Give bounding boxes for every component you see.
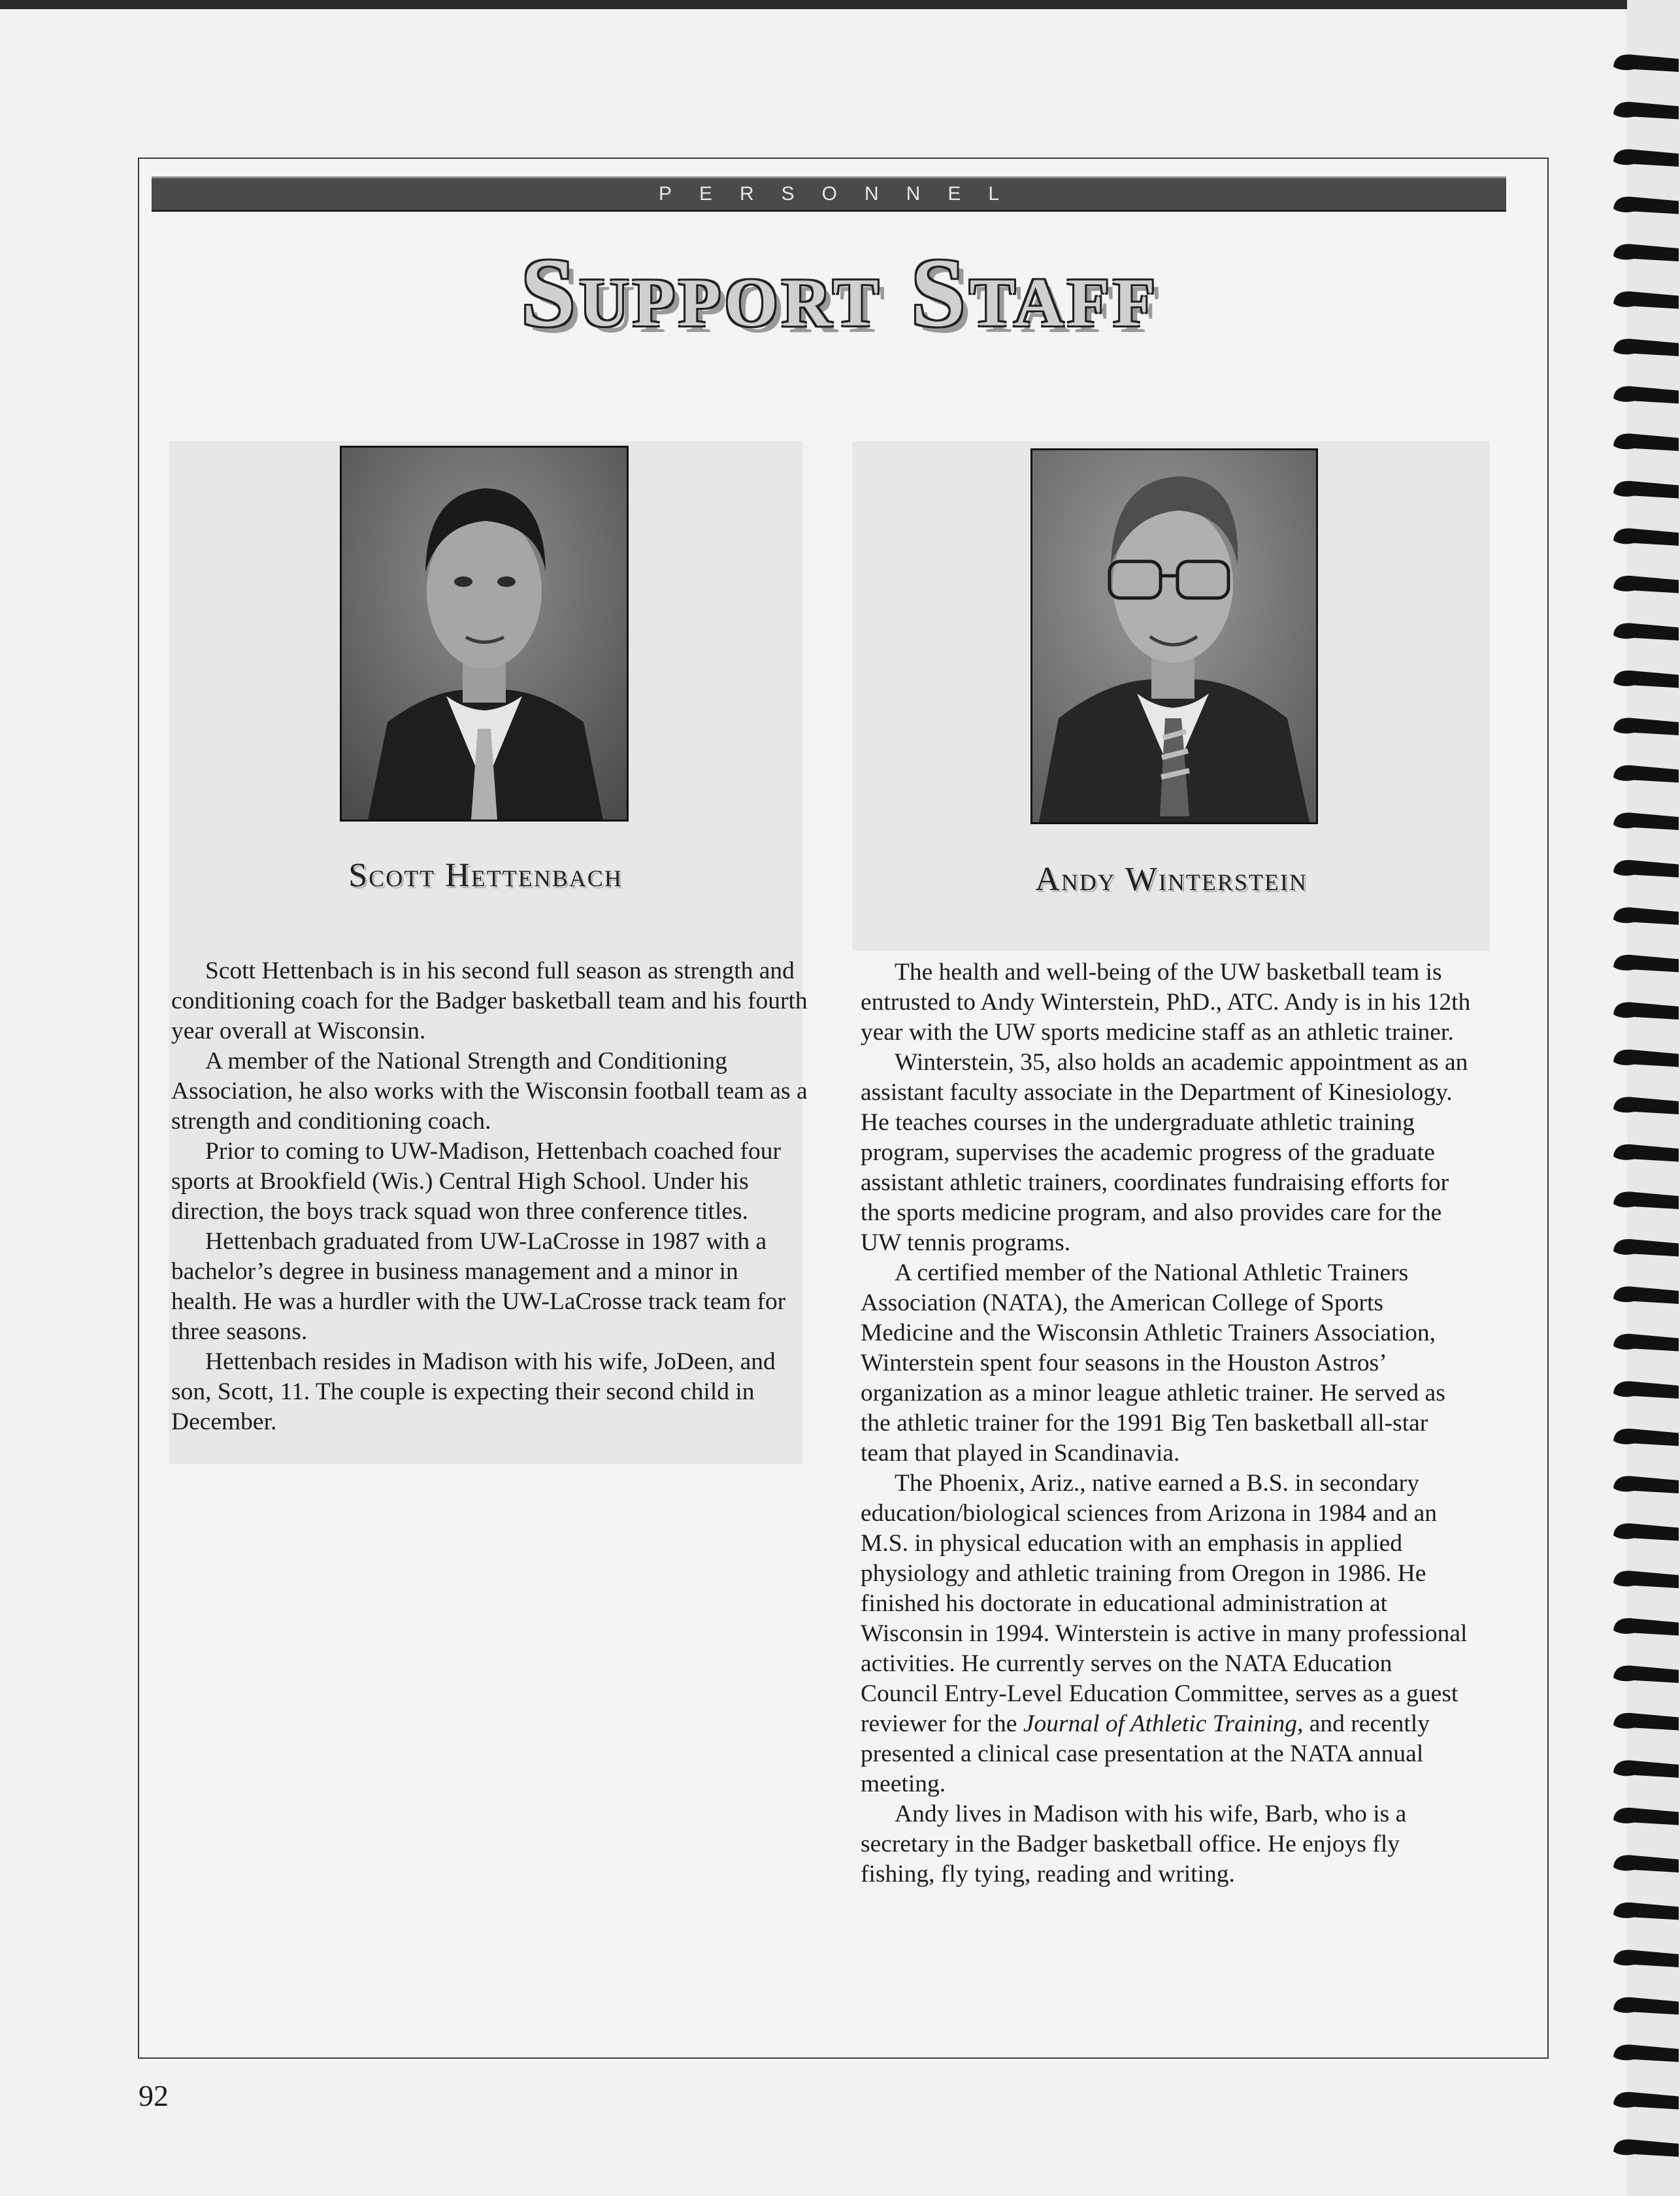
bio-paragraph: Hettenbach graduated from UW-LaCrosse in 1987 with a bachelor’s degree in business management and a minor in health. He was a hurdler with the UW-LaCrosse track team for three seasons. — [171, 1228, 786, 1345]
spiral-binding — [1608, 39, 1680, 2183]
spiral-coil — [1613, 2092, 1679, 2110]
spiral-coil — [1613, 1050, 1679, 1067]
spiral-coil — [1613, 386, 1679, 404]
spiral-coil — [1613, 1665, 1679, 1683]
spiral-coil — [1613, 244, 1679, 261]
bio-paragraph: Scott Hettenbach is in his second full season as strength and conditioning coach for the Badger basketball team and his fourth year overall at Wisconsin. — [171, 957, 808, 1044]
spiral-coil — [1613, 1760, 1679, 1778]
spiral-coil — [1613, 291, 1679, 309]
bio-text: and recently presented a clinical case presentation at the NATA annual meeting. — [861, 1710, 1430, 1797]
bio-paragraph — [861, 1469, 1475, 1799]
scan-top-edge — [0, 0, 1680, 9]
bio-text: The Phoenix, Ariz., native earned a B.S. in secondary education/biological sciences from Arizona in 1984 and an M.S. in physical education with an emphasis in applied physiology and athletic training from Oregon in 1986. He finished his doctorate in educational administration at Wisconsin in 1994. Winterstein is active in many professional activities. He currently serves on the NATA Education Council Entry-Level Education Committee, serves as a guest reviewer for the — [861, 1470, 1468, 1737]
spiral-coil — [1613, 2139, 1679, 2157]
page-number: 92 — [139, 2079, 169, 2112]
bio-paragraph: Hettenbach resides in Madison with his wife, JoDeen, and son, Scott, 11. The couple is expecting their second child in December. — [171, 1348, 776, 1435]
spiral-coil — [1613, 1808, 1679, 1825]
spiral-coil — [1613, 1618, 1679, 1636]
spiral-coil — [1613, 765, 1679, 783]
spiral-coil — [1613, 2044, 1679, 2062]
spiral-coil — [1613, 576, 1679, 593]
spiral-coil — [1613, 1713, 1679, 1731]
journal-title: Journal of Athletic Training, — [1023, 1710, 1304, 1737]
spiral-coil — [1613, 528, 1679, 546]
page-title: Support Staff — [521, 239, 1159, 347]
spiral-coil — [1613, 1571, 1679, 1588]
spiral-coil — [1613, 1950, 1679, 1967]
spiral-coil — [1613, 433, 1679, 451]
bio-andy-winterstein — [861, 957, 1475, 1889]
portrait-image — [1032, 450, 1316, 822]
bio-paragraph: Prior to coming to UW-Madison, Hettenbach coached four sports at Brookfield (Wis.) Central High School. Under his direction, the boys track squad won three conference titles. — [171, 1138, 782, 1225]
spiral-coil — [1613, 718, 1679, 735]
spiral-coil — [1613, 1239, 1679, 1257]
spiral-coil — [1613, 1002, 1679, 1020]
spiral-coil — [1613, 1144, 1679, 1162]
spiral-coil — [1613, 1476, 1679, 1493]
spiral-coil — [1613, 339, 1679, 356]
portrait-scott-hettenbach — [340, 446, 629, 822]
spiral-coil — [1613, 1334, 1679, 1352]
portrait-andy-winterstein — [1030, 448, 1318, 824]
bio-scott-hettenbach — [171, 956, 808, 1437]
spiral-coil — [1613, 1191, 1679, 1209]
section-header-bar — [152, 176, 1506, 212]
bio-paragraph: A certified member of the National Athletic Trainers Association (NATA), the American College of Sports Medicine and the Wisconsin Athletic Trainers Association, Winterstein spent four seasons in the Houston Astros’ organization as a minor league athletic trainer. He served as the athletic trainer for the 1991 Big Ten basketball all-star team that played in Scandinavia. — [861, 1259, 1445, 1467]
spiral-coil — [1613, 1855, 1679, 1872]
bio-paragraph: Andy lives in Madison with his wife, Barb, who is a secretary in the Badger basketball office. He enjoys fly fishing, fly tying, reading and writing. — [861, 1801, 1407, 1888]
bio-paragraph: The health and well-being of the UW basketball team is entrusted to Andy Winterstein, PhD., ATC. Andy is in his 12th year with the UW sports medicine staff as an athletic trainer. — [861, 959, 1471, 1046]
spiral-coil — [1613, 1997, 1679, 2015]
spiral-coil — [1613, 860, 1679, 878]
spiral-coil — [1613, 54, 1679, 72]
name-andy-winterstein: Andy Winterstein — [1035, 861, 1308, 898]
spiral-coil — [1613, 955, 1679, 973]
portrait-image — [342, 448, 627, 820]
bio-paragraph: A member of the National Strength and Conditioning Association, he also works with the Wisconsin football team as a strength and conditioning coach. — [171, 1048, 808, 1135]
spiral-coil — [1613, 481, 1679, 499]
spiral-coil — [1613, 1097, 1679, 1114]
spiral-coil — [1613, 907, 1679, 925]
section-label: PERSONNEL — [658, 183, 1027, 205]
bio-paragraph: Winterstein, 35, also holds an academic appointment as an assistant faculty associate in the Department of Kinesiology. He teaches courses in the undergraduate athletic training program, supervises the academic progress of the graduate assistant athletic trainers, coordinates fundraising efforts for the sports medicine program, and also provides care for the UW tennis programs. — [861, 1049, 1468, 1256]
spiral-coil — [1613, 1381, 1679, 1399]
spiral-coil — [1613, 1429, 1679, 1446]
spiral-coil — [1613, 197, 1679, 214]
spiral-coil — [1613, 1523, 1679, 1541]
spiral-coil — [1613, 623, 1679, 640]
spiral-coil — [1613, 1286, 1679, 1304]
name-scott-hettenbach: Scott Hettenbach — [348, 857, 623, 894]
spiral-coil — [1613, 1903, 1679, 1920]
spiral-coil — [1613, 812, 1679, 830]
spiral-coil — [1613, 102, 1679, 120]
spiral-coil — [1613, 149, 1679, 167]
spiral-coil — [1613, 671, 1679, 688]
